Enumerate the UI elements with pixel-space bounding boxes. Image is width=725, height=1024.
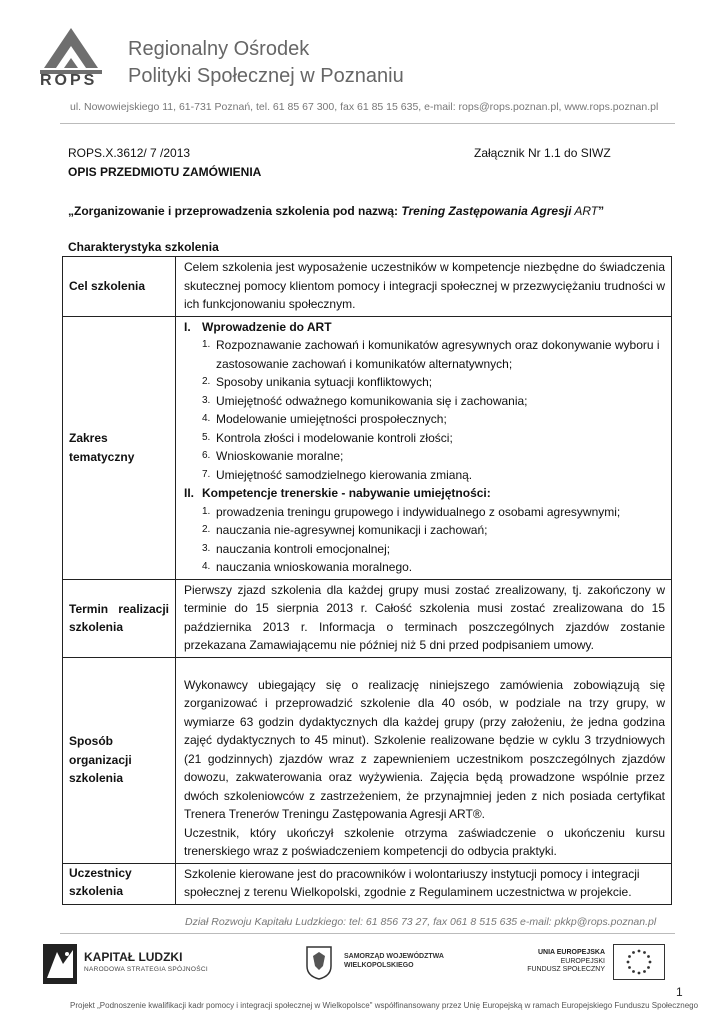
org-name-line1: Regionalny Ośrodek xyxy=(128,38,310,60)
part1-list xyxy=(184,336,665,484)
sposob-paragraph-2: Uczestnik, który ukończył szkolenie otrzyma zaświadczenie o ukończeniu kursu trenerskiego wraz z poświadczeniem kompetencji do odbycia praktyki. xyxy=(184,825,665,858)
list-item: 3. Umiejętność odważnego komunikowania się i zachowania; xyxy=(202,393,528,408)
wielkopolska-crest-icon xyxy=(306,946,332,980)
document-title: OPIS PRZEDMIOTU ZAMÓWIENIA xyxy=(68,165,262,179)
list-item: 5. Kontrola złości i modelowanie kontroli złości; xyxy=(202,430,453,445)
row-label-zakres: Zakres tematyczny xyxy=(63,316,176,579)
document-reference: ROPS.X.3612/ 7 /2013 xyxy=(68,146,191,160)
page-number: 1 xyxy=(676,985,683,999)
row-label-termin: Termin realizacji szkolenia xyxy=(63,579,176,657)
footer-divider xyxy=(60,933,675,934)
table-row xyxy=(63,257,672,317)
rops-logo-text: ROPS xyxy=(40,72,98,89)
table-row xyxy=(63,316,672,579)
table-row xyxy=(63,657,672,863)
row-text-termin: Pierwszy zjazd szkolenia dla każdej grupy musi zostać zrealizowany, tj. zakończony w terminie do 15 sierpnia 2013 r. Całość szkolenia musi zostać zrealizowana do 15 października 2013 r. Informacja o terminach poszczególnych zjazdów zostanie przekazana Zamawiającemu nie później niż 5 dni przed podpisaniem umowy. xyxy=(176,579,672,657)
list-item: 7. Umiejętność samodzielnego kierowania zmianą. xyxy=(202,467,473,482)
list-item: 4. Modelowanie umiejętności prospołecznych; xyxy=(202,412,447,426)
training-name: „Zorganizowanie i przeprowadzenia szkolenia pod nazwą: Trening Zastępowania Agresji ART” xyxy=(68,204,605,218)
row-text-zakres xyxy=(176,316,672,579)
annex-label: Załącznik Nr 1.1 do SIWZ xyxy=(474,146,611,160)
row-text-cel: Celem szkolenia jest wyposażenie uczestników w kompetencje niezbędne do świadczenia skutecznej pomocy klientom pomocy i integracji społecznej w przezwyciężaniu trudności w ich funkcjonowaniu społecznym. xyxy=(176,257,672,317)
project-note: Projekt „Podnoszenie kwalifikacji kadr pomocy i integracji społecznej w Wielkopolsce" współfinansowany przez Unię Europejską w ramach Europejskiego Funduszu Społecznego xyxy=(70,1001,699,1010)
row-text-sposob xyxy=(176,657,672,863)
list-item: 3. nauczania kontroli emocjonalnej; xyxy=(202,541,391,556)
training-characteristics-table xyxy=(62,256,672,905)
row-text-uczestnicy: Szkolenie kierowane jest do pracowników i wolontariuszy instytucji pomocy i integracji społecznej z terenu Wielkopolski, zgodnie z Regulaminem uczestnictwa w projekcie. xyxy=(176,863,672,904)
row-label-uczestnicy: Uczestnicy szkolenia xyxy=(63,863,176,904)
list-item: 1. Rozpoznawanie zachowań i komunikatów agresywnych oraz dokonywanie wyboru i zastosowanie zachowań i komunikatów alternatywnych; xyxy=(202,338,660,371)
samorzad-text: SAMORZĄD WOJEWÓDZTWA WIELKOPOLSKIEGO xyxy=(344,953,444,969)
part2-heading: II. Kompetencje trenerskie - nabywanie umiejętności: xyxy=(184,486,491,500)
part1-heading: I. Wprowadzenie do ART xyxy=(184,319,332,334)
eu-flag-icon xyxy=(613,944,665,980)
ue-text: UNIA EUROPEJSKA EUROPEJSKI FUNDUSZ SPOŁECZNY xyxy=(527,949,605,973)
header-contact: ul. Nowowiejskiego 11, 61-731 Poznań, tel. 61 85 67 300, fax 61 85 15 635, e-mail: rops@rops.poznan.pl, www.rops.poznan.pl xyxy=(70,101,659,113)
org-name-line2: Polityki Społecznej w Poznaniu xyxy=(128,65,404,87)
part2-list xyxy=(184,503,665,577)
row-label-cel: Cel szkolenia xyxy=(63,257,176,317)
row-label-sposob: Sposób organizacji szkolenia xyxy=(63,657,176,863)
list-item: 2. Sposoby unikania sytuacji konfliktowych; xyxy=(202,375,433,389)
header-divider xyxy=(60,123,675,124)
kapital-ludzki-logo-icon xyxy=(43,944,77,984)
kapital-ludzki-title: KAPITAŁ LUDZKI xyxy=(84,950,183,964)
table-row xyxy=(63,579,672,657)
kapital-ludzki-subtitle: NARODOWA STRATEGIA SPÓJNOŚCI xyxy=(84,966,208,973)
table-row xyxy=(63,863,672,904)
list-item: 6. Wnioskowanie moralne; xyxy=(202,449,344,463)
list-item: 4. nauczania wnioskowania moralnego. xyxy=(202,560,413,574)
section-title: Charakterystyka szkolenia xyxy=(68,240,219,254)
list-item: 1. prowadzenia treningu grupowego i indywidualnego z osobami agresywnymi; xyxy=(202,504,621,519)
sposob-paragraph-1: Wykonawcy ubiegający się o realizację niniejszego zamówienia zobowiązują się zorganizować i przeprowadzić szkolenie dla 40 osób, w podziale na trzy grupy, w wymiarze 63 godzin dydaktycznych dla każdej grupy (przy założeniu, że jedna godzina zajęć dydaktycznych to 45 minut). Szkolenie realizowane będzie w cyklu 3 trzydniowych (21 godzinnych) zjazdów wraz z zapewnieniem uczestnikom poszczególnych zjazdów dowozu, zakwaterowania oraz wyżywienia. Zajęcia będą prowadzone wspólnie przez dwóch szkoleniowców z zastrzeżeniem, że przynajmniej jeden z nich posiada certyfikat Trenera Trenerów Treningu Zastępowania Agresji ART®. xyxy=(184,677,665,821)
department-contact: Dział Rozwoju Kapitału Ludzkiego: tel: 61 856 73 27, fax 061 8 515 635 e-mail: pkkp@rops.poznan.pl xyxy=(185,916,657,928)
list-item: 2. nauczania nie-agresywnej komunikacji i zachowań; xyxy=(202,523,488,537)
